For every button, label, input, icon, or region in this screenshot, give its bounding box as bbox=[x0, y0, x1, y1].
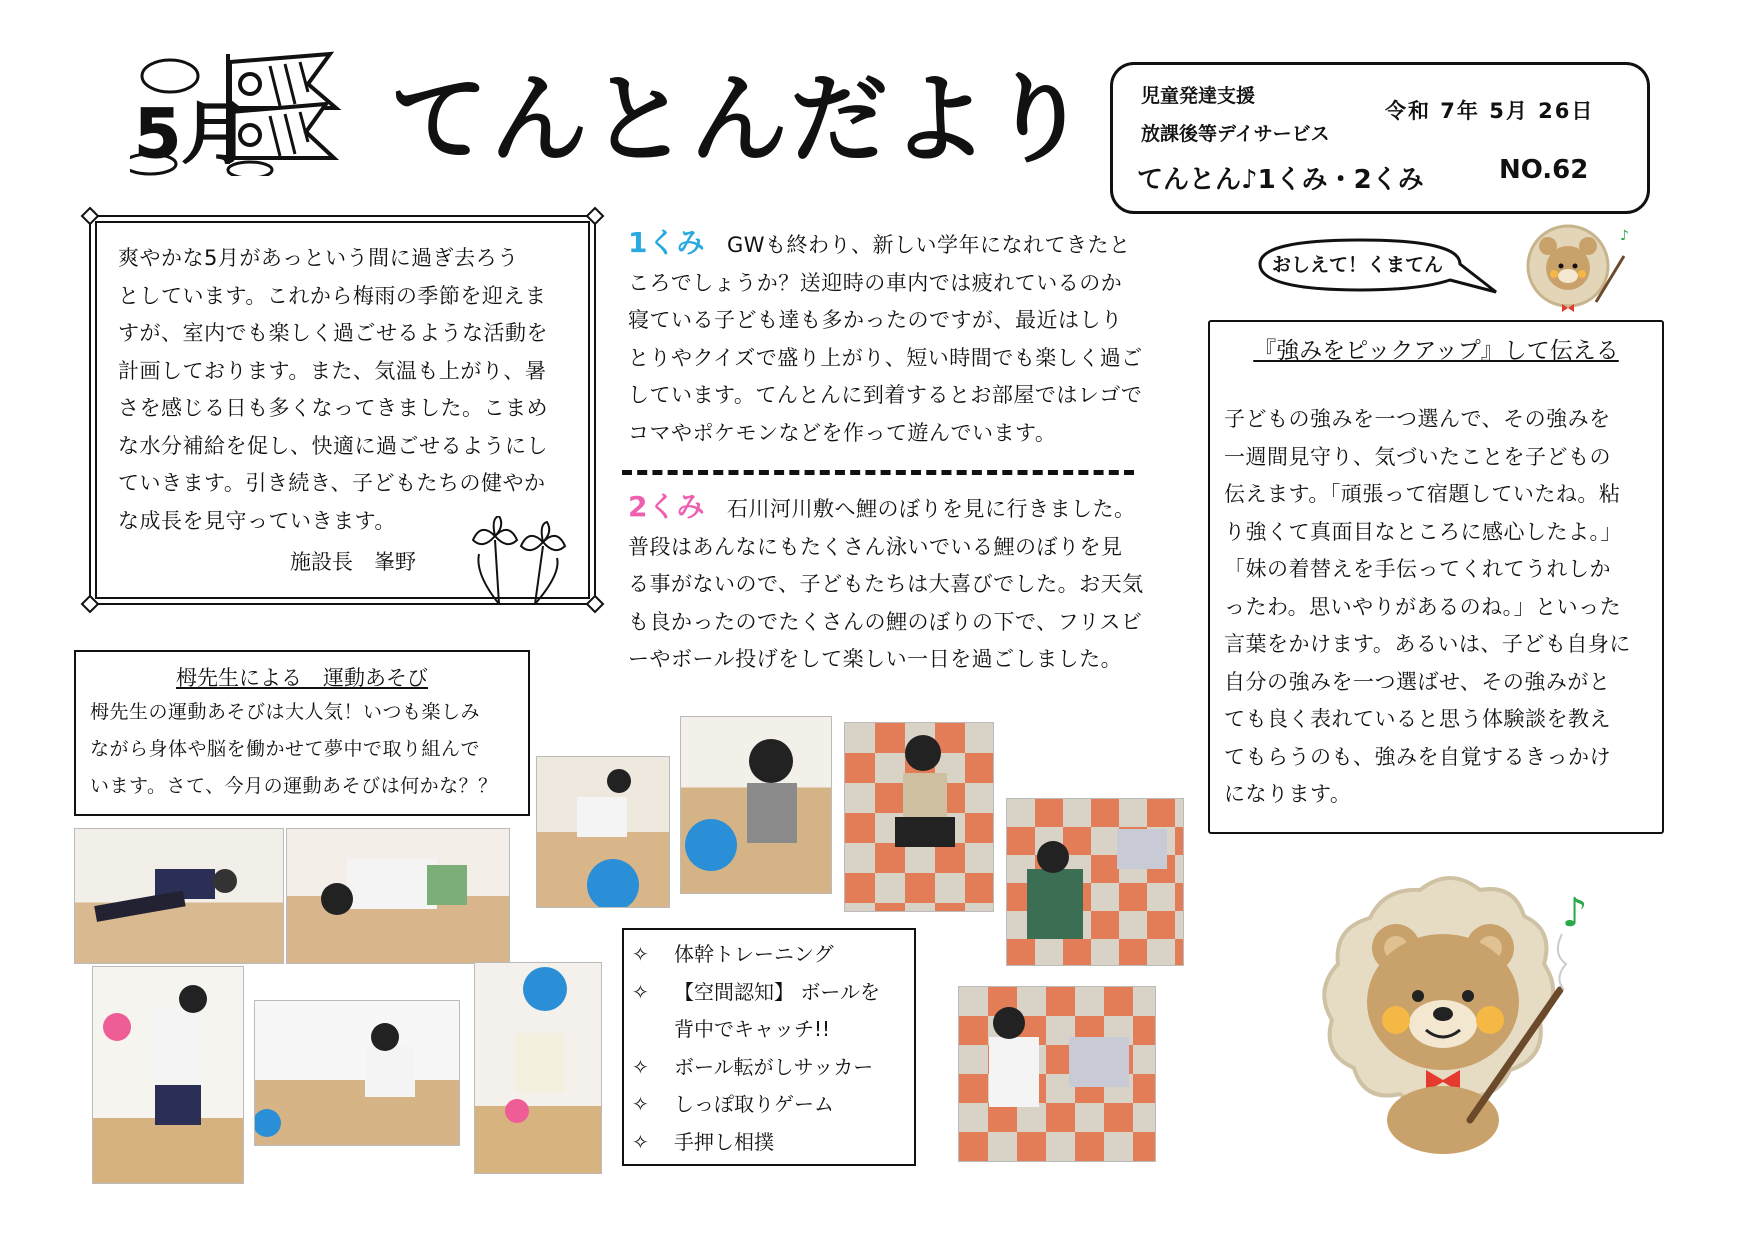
kumaten-line: ったわ。思いやりがあるのね。」といった bbox=[1224, 594, 1622, 619]
greeting-line: すが、室内でも楽しく過ごせるような活動を bbox=[118, 321, 548, 345]
facility-name: てんとん♪1くみ・2くみ bbox=[1137, 165, 1424, 195]
issue-date: 令和 7年 5月 26日 bbox=[1385, 99, 1595, 123]
kumaten-line: 子どもの強みを一つ選んで、その強みを bbox=[1224, 407, 1611, 431]
month-logo bbox=[130, 46, 360, 176]
greeting-line: 爽やかな5月があっという間に過ぎ去ろう bbox=[118, 246, 519, 270]
photo-plank-1 bbox=[74, 828, 284, 964]
undo-line: 栂先生の運動あそびは大人気！いつも楽しみ bbox=[90, 701, 481, 723]
greeting-line: さを感じる日も多くなってきました。こまめ bbox=[118, 396, 548, 420]
bear-mascot-icon bbox=[1300, 870, 1600, 1160]
service-type-1: 児童発達支援 bbox=[1141, 85, 1256, 107]
greeting-frame bbox=[80, 206, 605, 614]
kumaten-line: り強くて真面目なところに感心したよ。」 bbox=[1224, 519, 1622, 544]
kumi2-section bbox=[628, 488, 1168, 679]
list-item: ✧ しっぽ取りゲーム bbox=[632, 1092, 834, 1116]
kumi2-line: ーやボール投げをして楽しい一日を過ごしました。 bbox=[628, 647, 1123, 671]
greeting-line: な水分補給を促し、快適に過ごせるようにし bbox=[118, 433, 548, 458]
info-box bbox=[1110, 62, 1650, 214]
bear-teacher-icon bbox=[1524, 222, 1634, 322]
list-item: 背中でキャッチ!! bbox=[674, 1017, 831, 1041]
kumaten-line: 自分の強みを一つ選ばせ、その強みがと bbox=[1224, 669, 1611, 694]
greeting-text bbox=[118, 240, 588, 540]
activities-box bbox=[622, 928, 916, 1166]
kumaten-line: になります。 bbox=[1224, 782, 1352, 806]
kumaten-line: ても良く表れていると思う体験談を教え bbox=[1224, 707, 1611, 731]
kumaten-line: 伝えます。「頑張って宿題していたね。粘 bbox=[1224, 482, 1621, 506]
undo-line: ながら身体や脳を働かせて夢中で取り組んで bbox=[90, 738, 481, 760]
kumi1-line: とりやクイズで盛り上がり、短い時間でも楽しく過ご bbox=[628, 345, 1143, 370]
photo-ball-sit-1 bbox=[536, 756, 670, 908]
undo-line: います。さて、今月の運動あそびは何かな？？ bbox=[90, 775, 498, 797]
kumi1-line: コマやポケモンなどを作って遊んでいます。 bbox=[628, 420, 1057, 445]
issue-number: NO.62 bbox=[1499, 155, 1589, 185]
kumi1-line: 寝ている子ども達も多かったのですが、最近はしり bbox=[628, 308, 1123, 332]
undo-title: 栂先生による 運動あそび bbox=[176, 666, 428, 690]
kumi1-section bbox=[628, 224, 1168, 452]
kumi2-line: る事がないので、子どもたちは大喜びでした。お天気 bbox=[628, 572, 1144, 596]
kumaten-frame bbox=[1208, 320, 1664, 834]
kumaten-line: てもらうのも、強みを自覚するきっかけ bbox=[1224, 744, 1611, 769]
photo-ball-catch-1 bbox=[92, 966, 244, 1184]
service-type-2: 放課後等デイサービス bbox=[1141, 123, 1330, 145]
photo-ball-roll-1 bbox=[254, 1000, 460, 1146]
photo-ball-catch-2 bbox=[474, 962, 602, 1174]
kumi1-label: 1くみ bbox=[628, 226, 705, 259]
activities-list bbox=[624, 936, 914, 1161]
photo-mat-1 bbox=[844, 722, 994, 912]
greeting-line: としています。これから梅雨の季節を迎えま bbox=[118, 283, 547, 308]
svg-text:♪: ♪ bbox=[1620, 228, 1629, 244]
greeting-line: ていきます。引き続き、子どもたちの健やか bbox=[118, 471, 546, 495]
speech-bubble-text: おしえて！くまてん bbox=[1272, 254, 1444, 276]
svg-text:♪: ♪ bbox=[1562, 890, 1588, 936]
kumaten-line: 「妹の着替えを手伝ってくれてうれしか bbox=[1224, 557, 1611, 581]
greeting-line: 計画しております。また、気温も上がり、暑 bbox=[118, 358, 547, 383]
kumi2-line: 2くみ 石川河川敷へ鯉のぼりを見に行きました。 bbox=[628, 490, 1136, 523]
kumi1-line: 1くみ GWも終わり、新しい学年になれてきたと bbox=[628, 226, 1131, 259]
section-divider bbox=[622, 470, 1134, 475]
undo-box bbox=[74, 650, 530, 816]
list-item: ✧ 手押し相撲 bbox=[632, 1129, 774, 1154]
photo-mat-3 bbox=[958, 986, 1156, 1162]
list-item: ✧ 【空間認知】 ボールを bbox=[632, 979, 880, 1004]
kumi2-label: 2くみ bbox=[628, 490, 705, 523]
photo-ball-sit-2 bbox=[680, 716, 832, 894]
list-item: ✧ ボール転がしサッカー bbox=[632, 1054, 874, 1079]
photo-mat-2 bbox=[1006, 798, 1184, 966]
kumaten-line: 言葉をかけます。あるいは、子ども自身に bbox=[1224, 632, 1631, 656]
kumaten-line: 一週間見守り、気づいたことを子どもの bbox=[1224, 444, 1611, 469]
kumaten-title: 『強みをピックアップ』して伝える bbox=[1253, 338, 1619, 364]
month-logo-text: 5月 bbox=[134, 95, 250, 174]
kumi1-line: ころでしょうか？送迎時の車内では疲れているのか bbox=[628, 270, 1123, 295]
photo-plank-2 bbox=[286, 828, 510, 964]
kumi2-line: 普段はあんなにもたくさん泳いでいる鯉のぼりを見 bbox=[628, 534, 1123, 559]
speech-bubble bbox=[1250, 234, 1500, 296]
signature: 施設長 峯野 bbox=[290, 550, 416, 574]
list-item: ✧ 体幹トレーニング bbox=[632, 942, 834, 966]
iris-flower-icon bbox=[465, 516, 575, 606]
greeting-line: な成長を見守っていきます。 bbox=[118, 508, 396, 533]
kumi1-line: しています。てんとんに到着するとお部屋ではレゴで bbox=[628, 383, 1143, 407]
newsletter-title: てんとんだより bbox=[390, 63, 1091, 177]
kumi2-line: も良かったのでたくさんの鯉のぼりの下で、フリスビ bbox=[628, 609, 1143, 634]
